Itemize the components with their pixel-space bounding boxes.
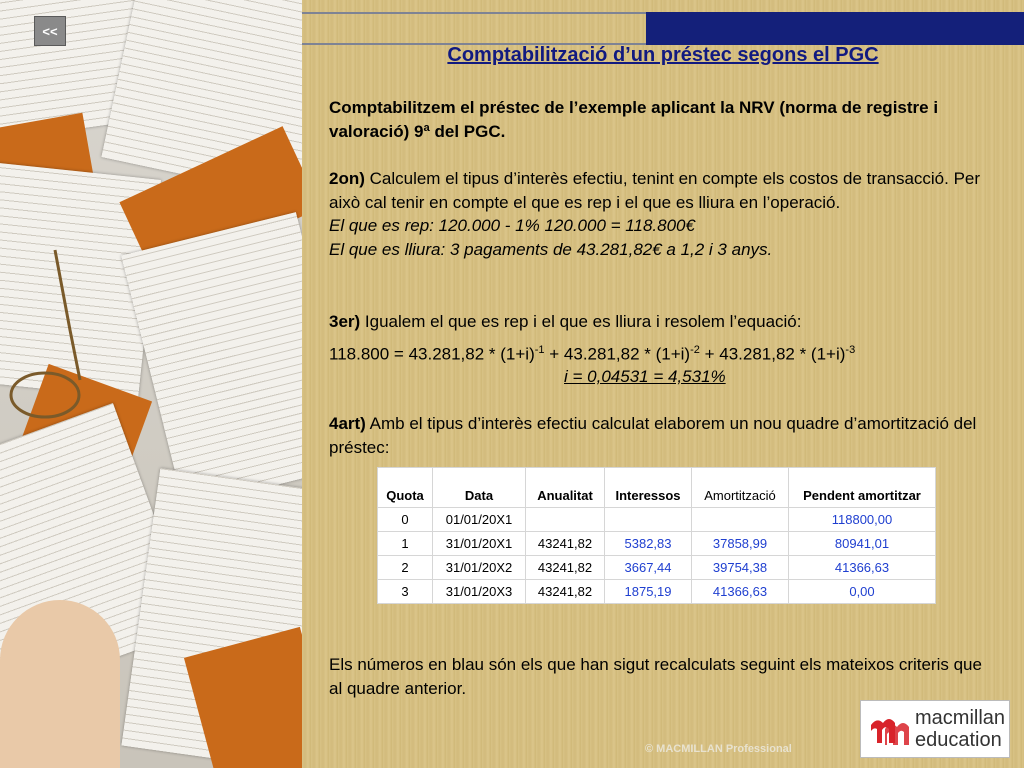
table-row: [378, 556, 936, 580]
table-row: [378, 580, 936, 604]
step2-text: Calculem el tipus d’interès efectiu, tenint en compte els costos de transacció. Per això cal tenir en compte el que es rep i el que es lliura en l’operació.: [329, 169, 981, 212]
table-cell: 43241,82: [526, 580, 605, 604]
equation-exponent: -3: [845, 344, 856, 356]
header-line: [302, 12, 646, 14]
step4-paragraph: [329, 412, 989, 459]
column-header: Data: [433, 468, 526, 508]
equation-exponent: -1: [534, 344, 545, 356]
equation-term: + 43.281,82 * (1+i): [699, 344, 846, 364]
logo-line1: macmillan: [915, 707, 1006, 729]
step2-delivered: El que es lliura: 3 pagaments de 43.281,82€ a 1,2 i 3 anys.: [329, 239, 773, 259]
table-cell: 1875,19: [605, 580, 692, 604]
table-cell: 39754,38: [692, 556, 789, 580]
table-cell: 0: [378, 508, 433, 532]
table-cell: 3667,44: [605, 556, 692, 580]
slide-content: [302, 0, 1024, 768]
table-cell: [605, 508, 692, 532]
column-header: Pendent amortitzar: [789, 468, 936, 508]
table-cell: 41366,63: [789, 556, 936, 580]
step3-label: 3er): [329, 312, 361, 331]
macmillan-logo: [860, 700, 1010, 758]
intro-text: Comptabilitzem el préstec de l’exemple aplicant la NRV (norma de registre i valoració) 9ª del PGC.: [329, 98, 939, 141]
equation-term: 118.800 = 43.281,82 * (1+i): [329, 344, 535, 364]
copyright: © MACMILLAN Professional: [645, 743, 792, 755]
table-row: [378, 508, 936, 532]
column-header: Amortització: [692, 468, 789, 508]
amortization-table: [377, 467, 936, 604]
table-header-row: [378, 468, 936, 508]
table-cell: 2: [378, 556, 433, 580]
logo-line2: education: [915, 729, 1002, 751]
table-cell: 5382,83: [605, 532, 692, 556]
table-cell: 37858,99: [692, 532, 789, 556]
rate-result: i = 0,04531 = 4,531%: [564, 367, 726, 386]
table-cell: 31/01/20X1: [433, 532, 526, 556]
table-cell: 80941,01: [789, 532, 936, 556]
note-text: Els números en blau són els que han sigut recalculats seguint els mateixos criteris que al quadre anterior.: [329, 655, 982, 698]
glasses-icon: [0, 240, 110, 430]
table-cell: 43241,82: [526, 556, 605, 580]
column-header: Anualitat: [526, 468, 605, 508]
table-row: [378, 532, 936, 556]
header-bar: [646, 12, 1024, 45]
table-cell: 41366,63: [692, 580, 789, 604]
step4-text: Amb el tipus d’interès efectiu calculat elaborem un nou quadre d’amortització del préstec:: [329, 414, 977, 457]
step3-paragraph: [329, 310, 989, 334]
table-cell: 43241,82: [526, 532, 605, 556]
step2-received: El que es rep: 120.000 - 1% 120.000 = 118.800€: [329, 216, 695, 235]
step2-paragraph: [329, 167, 989, 261]
step3-text: Igualem el que es rep i el que es lliura i resolem l’equació:: [360, 312, 802, 331]
table-cell: 01/01/20X1: [433, 508, 526, 532]
macmillan-logo-icon: [869, 713, 909, 747]
step4-label: 4art): [329, 414, 366, 433]
slide-title: Comptabilització d’un préstec segons el PGC: [447, 44, 879, 66]
equation: [329, 339, 989, 366]
equation-exponent: -2: [690, 344, 700, 356]
table-cell: 0,00: [789, 580, 936, 604]
column-header: Quota: [378, 468, 433, 508]
table-cell: 3: [378, 580, 433, 604]
table-cell: [526, 508, 605, 532]
table-cell: 118800,00: [789, 508, 936, 532]
table-cell: 1: [378, 532, 433, 556]
equation-term: + 43.281,82 * (1+i): [544, 344, 691, 364]
back-button[interactable]: <<: [34, 16, 66, 46]
step2-label: 2on): [329, 169, 365, 188]
table-cell: 31/01/20X3: [433, 580, 526, 604]
column-header: Interessos: [605, 468, 692, 508]
table-cell: [692, 508, 789, 532]
table-cell: 31/01/20X2: [433, 556, 526, 580]
decorative-photo: [0, 0, 302, 768]
